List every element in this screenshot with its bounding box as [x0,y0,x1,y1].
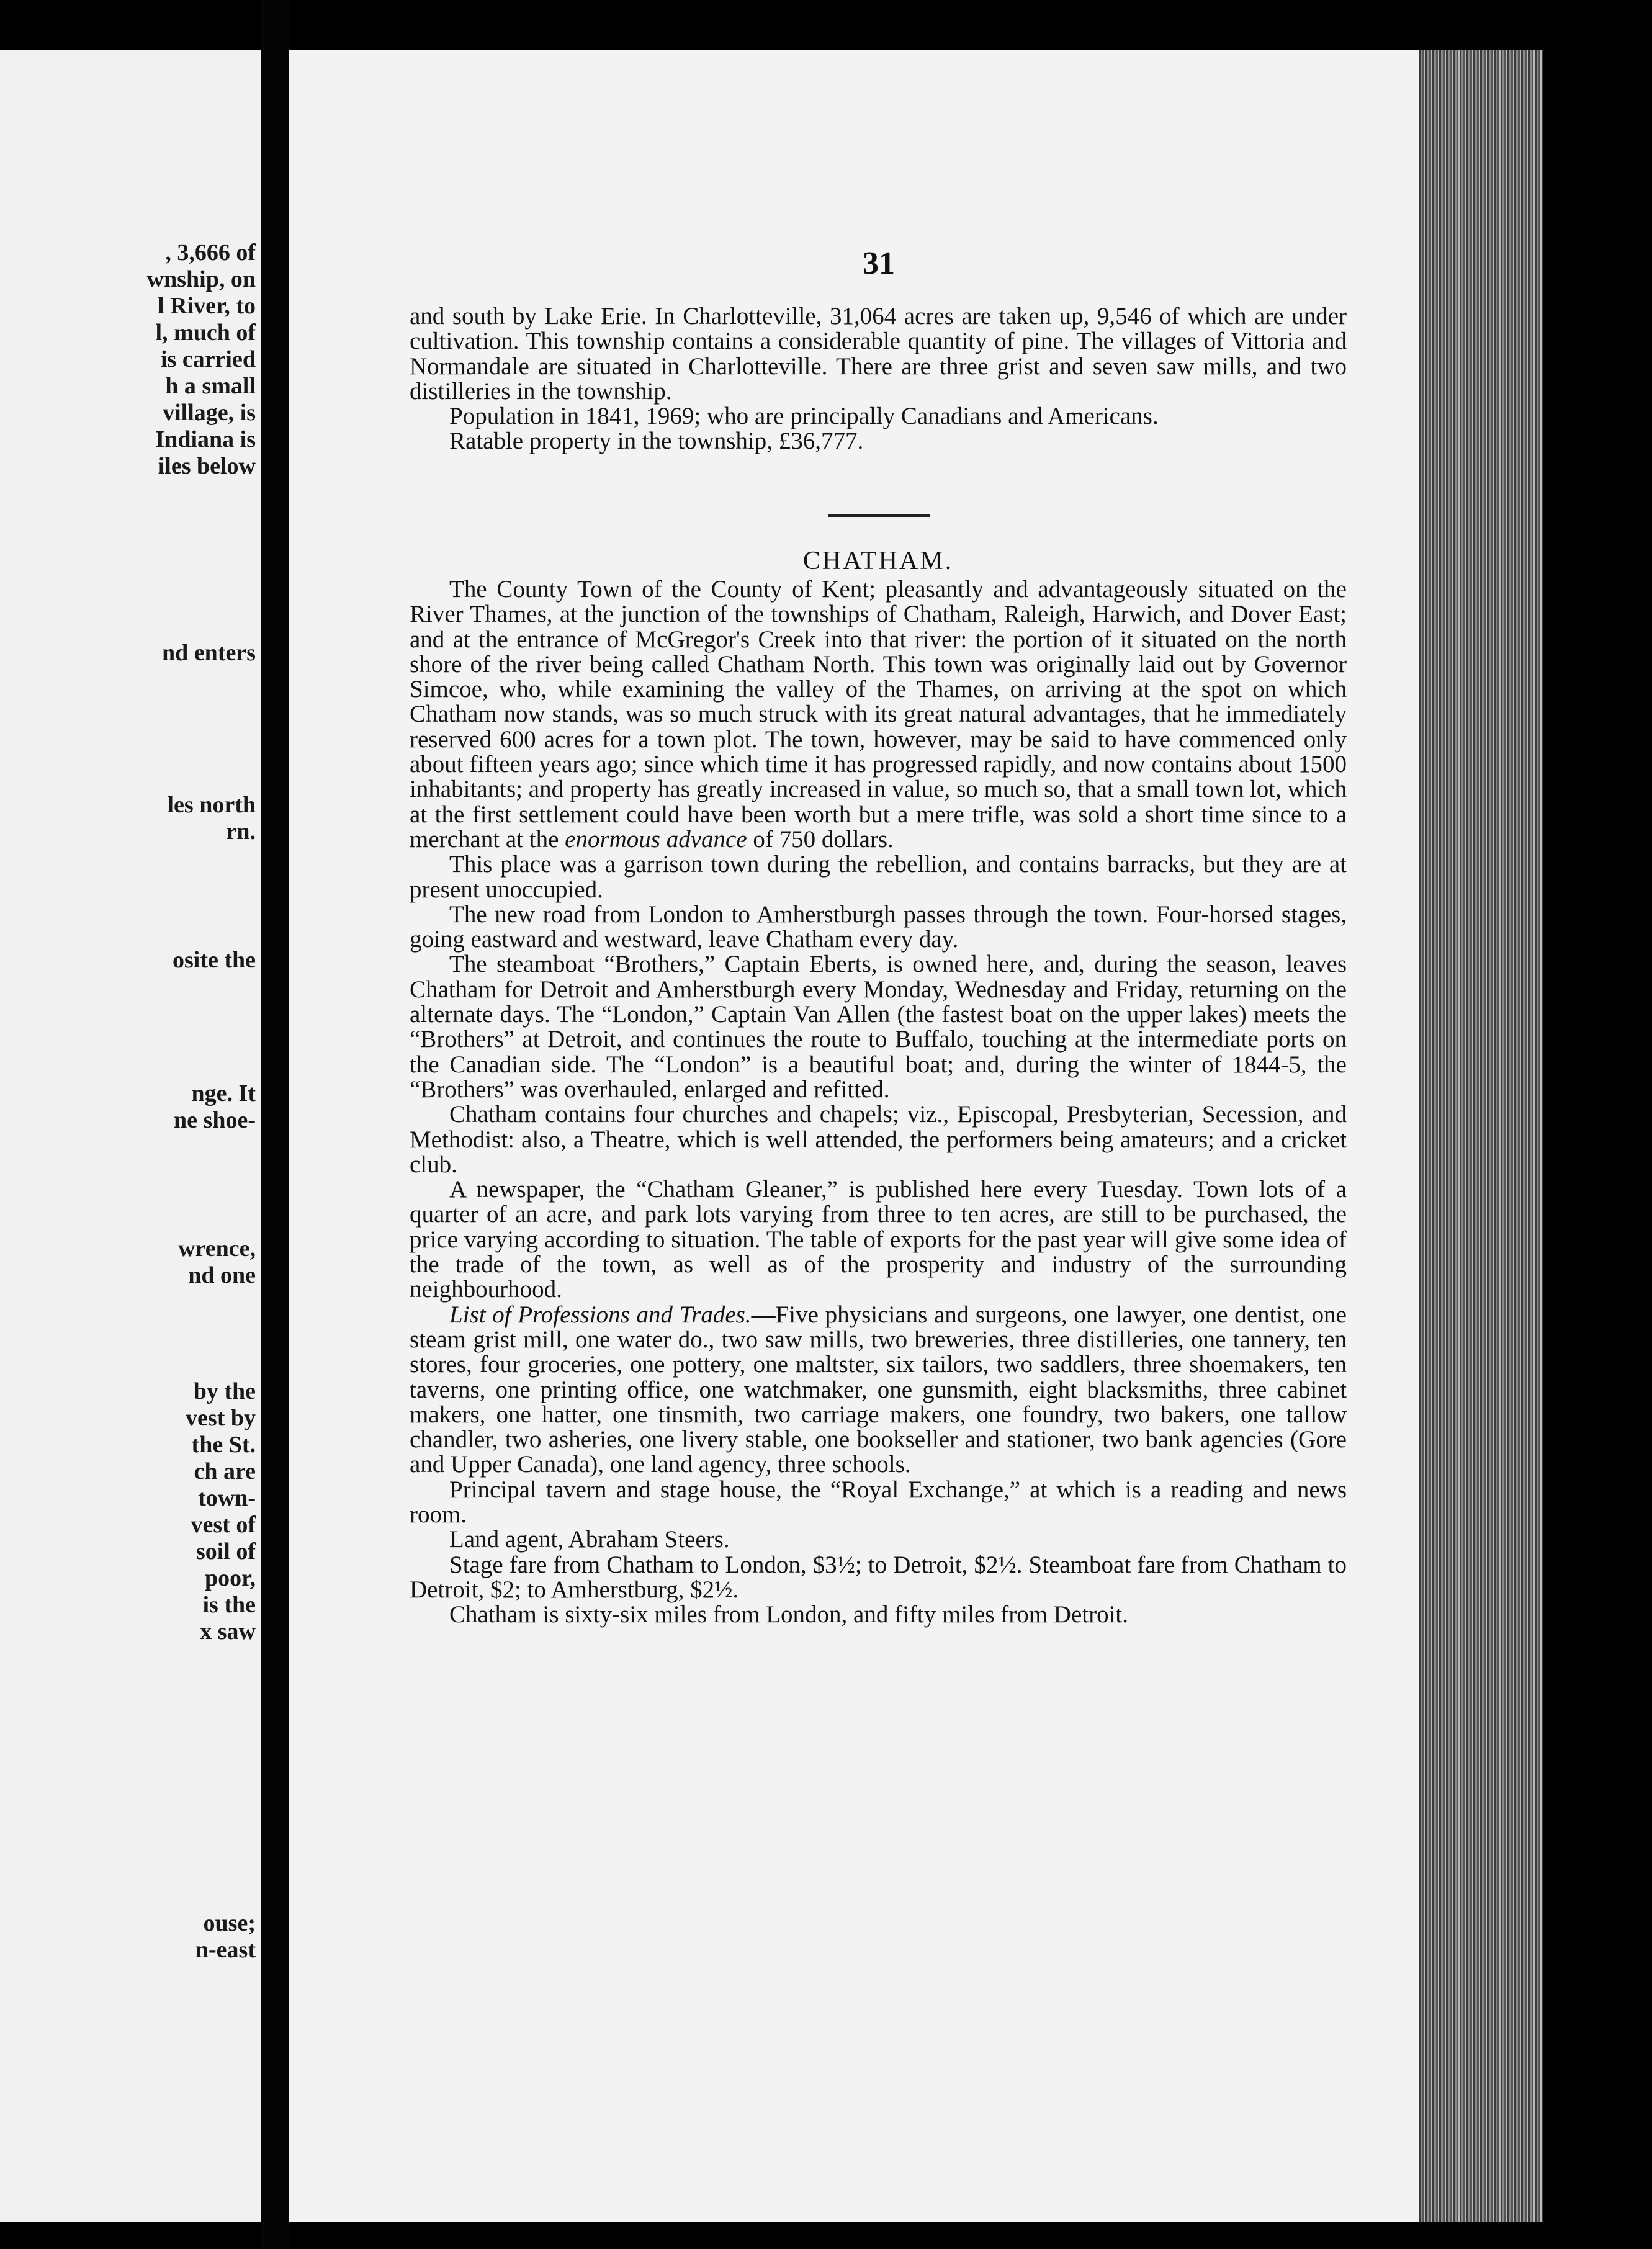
left-page-line: , 3,666 of [165,240,256,266]
continuation-paragraph: and south by Lake Erie. In Charlotteville, 31,064 acres are taken up, 9,546 of which are under cultivation. This township contains a considerable quantity of pine. The villages of Vittoria and Normandale are situated in Charlotteville. There are three grist and seven saw mills, and two distilleries in the township. [410,303,1347,405]
left-page-line: village, is [163,400,256,426]
left-page-line: vest of [191,1512,256,1538]
paragraph-distances: Chatham is sixty-six miles from London, and fifty miles from Detroit. [449,1601,1129,1628]
left-page-line: ne shoe- [174,1107,256,1133]
professions-heading: List of Professions and Trades. [449,1301,752,1328]
page-number: 31 [863,246,895,281]
left-page-line: is the [202,1592,256,1618]
left-page-line: osite the [172,947,256,973]
left-page-line: nd enters [162,640,256,666]
left-page-fragment [0,50,261,2222]
left-page-line: soil of [195,1538,256,1564]
left-page-line: vest by [186,1405,256,1431]
left-page-line: is carried [160,346,256,372]
paragraph-newspaper: A newspaper, the “Chatham Gleaner,” is published here every Tuesday. Town lots of a quarter of an acre, and park lots varying from three to ten acres, are still to be purchased, the price varying according to situation. The table of exports for the past year will give some idea of the trade of the town, as well as of the prosperity and industry of the surrounding neighbourhood. [410,1176,1347,1303]
paragraph-county-town [410,577,1347,852]
book-gutter [261,0,290,2249]
left-page-line: h a small [165,373,256,399]
paragraph-churches: Chatham contains four churches and chapels; viz., Episcopal, Presbyterian, Secession, and Methodist: also, a Theatre, which is well attended, the performers being amateurs; and a cricket club. [410,1101,1347,1178]
para1-text: The County Town of the County of Kent; pleasantly and advantageously situated on the River Thames, at the junction of the townships of Chatham, Raleigh, Harwich, and Dover East; and at the entrance of McGregor's Creek into that river: the portion of it situated on the north shore of the river being called Chatham North. This town was originally laid out by Governor Simcoe, who, while examining the valley of the Thames, on arriving at the spot on which Chatham now stands, was so much struck with its great natural advantages, that he immediately reserved 600 acres for a town plot. The town, however, may be said to have commenced only about fifteen years ago; since which time it has progressed rapidly, and now contains about 1500 inhabitants; and property has greatly increased in value, so much so, that a small town lot, which at the first settlement could have been worth but a mere trifle, was sold a short time since to a merchant at the [410,576,1347,853]
professions-list: —Five physicians and surgeons, one lawyer, one dentist, one steam grist mill, one water do., two saw mills, two breweries, three distilleries, one tannery, ten stores, four groceries, one pottery, one maltster, six tailors, two saddlers, three shoemakers, ten taverns, one printing office, one watchmaker, one gunsmith, eight blacksmiths, three cabinet makers, one hatter, one tinsmith, two carriage makers, one foundry, two bakers, one tallow chandler, two asheries, one livery stable, one bookseller and stationer, two bank agencies (Gore and Upper Canada), one land agency, three schools. [410,1301,1347,1478]
paragraph-steamboat: The steamboat “Brothers,” Captain Eberts, is owned here, and, during the season, leaves Chatham for Detroit and Amherstburgh every Monday, Wednesday and Friday, returning on the alternate days. The “London,” Captain Van Allen (the fastest boat on the upper lakes) meets the “Brothers” at Detroit, and continues the route to Buffalo, touching at the intermediate ports on the Canadian side. The “London” is a beautiful boat; and, during the winter of 1844-5, the “Brothers” was overhauled, enlarged and refitted. [410,951,1347,1103]
paragraph-land-agent: Land agent, Abraham Steers. [449,1526,730,1553]
section-heading: CHATHAM. [802,547,954,575]
top-continuation-text [410,304,1347,454]
paragraph-professions [410,1303,1347,1478]
section-divider [828,514,930,517]
left-page-line: l River, to [158,293,256,319]
paragraph-tavern: Principal tavern and stage house, the “Royal Exchange,” at which is a reading and news room. [410,1476,1347,1528]
paragraph-garrison: This place was a garrison town during the rebellion, and contains barracks, but they are at present unoccupied. [410,851,1347,903]
left-page-line: the St. [191,1432,256,1458]
left-page-line: rn. [226,819,256,845]
ratable-property-line: Ratable property in the township, £36,777. [449,428,864,455]
left-page-line: poor, [204,1565,256,1591]
left-page-line: by the [193,1378,256,1404]
left-page-line: nd one [188,1262,256,1288]
left-page-line: nge. It [191,1080,256,1107]
chatham-section-body [410,577,1347,1627]
left-page-line: n-east [195,1937,256,1963]
population-line: Population in 1841, 1969; who are principally Canadians and Americans. [449,403,1159,430]
left-page-line: wrence, [178,1236,256,1262]
left-page-line: l, much of [155,320,256,346]
left-page-line: les north [167,792,256,818]
left-page-line: x saw [200,1618,256,1645]
para1-emphasis: enormous advance [565,825,747,853]
page-edges [1419,50,1543,2222]
paragraph-new-road: The new road from London to Amherstburgh passes through the town. Four-horsed stages, going eastward and westward, leave Chatham every day. [410,900,1347,953]
para1-tail: of 750 dollars. [747,825,894,853]
left-page-line: ch are [194,1458,256,1484]
left-page-line: Indiana is [155,426,256,452]
left-page-line: wnship, on [146,266,256,292]
paragraph-stage-fare: Stage fare from Chatham to London, $3½; to Detroit, $2½. Steamboat fare from Chatham to Detroit, $2; to Amherstburg, $2½. [410,1551,1347,1603]
left-page-line: iles below [158,453,256,479]
left-page-line: town- [198,1485,256,1511]
left-page-line: ouse; [203,1910,256,1936]
